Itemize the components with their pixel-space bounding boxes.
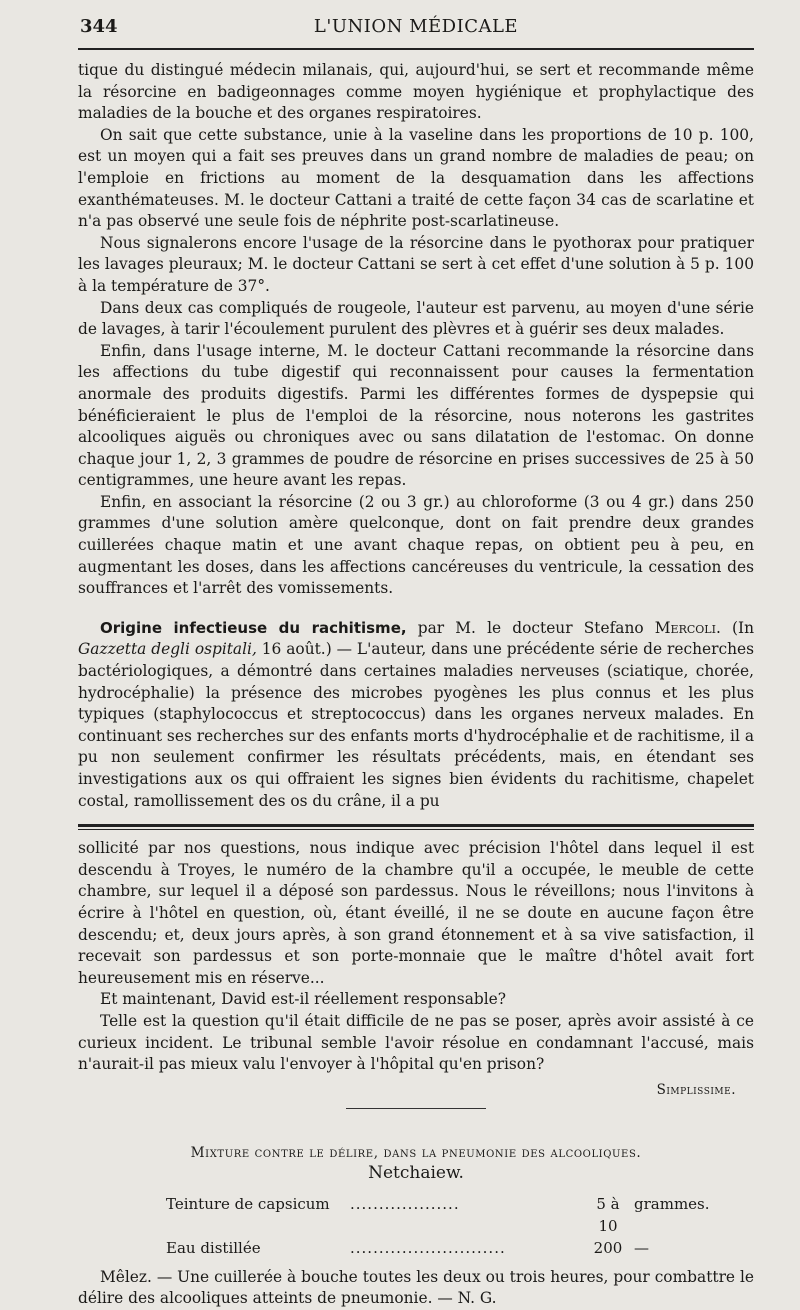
article-rachitisme	[78, 618, 754, 812]
paragraph: Dans deux cas compliqués de rougeole, l'auteur est parvenu, au moyen d'une série de lavages, à tarir l'écoulement purulent des plèvres et à guérir ses deux malades.	[78, 298, 754, 339]
ingredient-row	[166, 1237, 754, 1259]
reference-open: . (In	[715, 618, 755, 637]
recipe-note: Mêlez. — Une cuillerée à bouche toutes les deux ou trois heures, pour combattre le délire des alcooliques atteints de pneumonie. — N. G.	[78, 1267, 754, 1308]
ingredient-row	[166, 1193, 754, 1237]
paragraph: Enfin, en associant la résorcine (2 ou 3 gr.) au chloroforme (3 ou 4 gr.) dans 250 grammes d'une solution amère quelconque, dont on fait prendre deux grandes cuillerées chaque matin et une avant chaque repas, on obtient peu à peu, en augmentant les doses, dans les affections cancéreuses du ventricule, la cessation des souffrances et l'arrêt des vomissements.	[78, 492, 754, 598]
paragraph: Et maintenant, David est-il réellement responsable?	[100, 990, 507, 1009]
reference-date: 16 août.)	[256, 640, 332, 659]
header-rule	[78, 48, 754, 50]
signature: Simplissime.	[656, 1081, 736, 1098]
paragraph: On sait que cette substance, unie à la vaseline dans les proportions de 10 p. 100, est un moyen qui a fait ses preuves dans un grand nombre de maladies de peau; on l'emploie en frictions au moment de la desquamation dans les affections exanthémateuses. M. le docteur Cattani a traité de cette façon 34 cas de scarlatine et n'a pas observé une seule fois de néphrite post-scarlatineuse.	[78, 125, 754, 231]
article-resorcine	[78, 60, 754, 600]
recipe	[166, 1193, 754, 1259]
feuilleton-separator	[78, 824, 754, 830]
ingredient-name: Eau distillée	[166, 1238, 261, 1257]
article-body: — L'auteur, dans une précédente série de recherches bactériologiques, a démontré dans certaines maladies nerveuses (sciatique, chorée, hydrocéphalie) la présence des microbes pyogènes les plus connus et les plus typiques (staphylococcus et streptococcus) dans les organes nerveux malades. En continuant ses recherches sur des enfants morts d'hydrocéphalie et de rachitisme, il a pu non seulement confirmer les résultats précédents, mais, en étendant ses investigations aux os qui offraient les signes bien évidents du rachitisme, chapelet costal, ramollissement des os du crâne, il a pu	[78, 640, 754, 810]
article-title: Origine infectieuse du rachitisme,	[100, 618, 407, 637]
paragraph	[78, 618, 754, 812]
ingredient-unit: grammes.	[634, 1194, 710, 1213]
journal-name: Gazzetta degli ospitali,	[78, 640, 257, 659]
ingredient-quantity: 200	[593, 1238, 623, 1257]
paragraph: tique du distingué médecin milanais, qui, aujourd'hui, se sert et recommande même la résorcine en badigeonnages comme moyen hygiénique et prophylactique des maladies de la bouche et des organes respiratoires.	[78, 61, 754, 123]
section-rule	[346, 1108, 486, 1109]
paragraph: Nous signalerons encore l'usage de la résorcine dans le pyothorax pour pratiquer les lavages pleuraux; M. le docteur Cattani se sert à cet effet d'une solution à 5 p. 100 à la température de 37°.	[78, 233, 754, 295]
byline: par M. le docteur Stefano	[406, 618, 655, 637]
leader-dots: ...................	[350, 1194, 460, 1213]
ingredient-quantity: 5 à 10	[596, 1194, 620, 1235]
page-number: 344	[80, 16, 118, 37]
feuilleton	[78, 838, 754, 1076]
formula-title: Mixture contre le délire, dans la pneumonie des alcooliques.	[190, 1144, 642, 1161]
leader-dots: ...........................	[350, 1238, 506, 1257]
author-name: Mercoli	[654, 618, 716, 637]
paragraph: sollicité par nos questions, nous indique avec précision l'hôtel dans lequel il est descendu à Troyes, le numéro de la chambre qu'il a occupée, le meuble de cette chambre, sur lequel il a déposé son pardessus. Nous le réveillons; nous l'invitons à écrire à l'hôtel en question, où, étant éveillé, il ne se doute en aucune façon être descendu; et, deux jours après, à son grand étonnement et à sa vive satisfaction, il recevait son pardessus et son porte-monnaie que le maître d'hôtel avait fort heureusement mis en réserve...	[78, 839, 754, 987]
paragraph: Telle est la question qu'il était difficile de ne pas se poser, après avoir assisté à ce curieux incident. Le tribunal semble l'avoir résolue en condamnant l'accusé, mais n'aurait-il pas mieux valu l'envoyer à l'hôpital qu'en prison?	[78, 1011, 754, 1074]
running-title: L'UNION MÉDICALE	[313, 16, 519, 37]
page-header	[78, 14, 754, 44]
ingredient-unit: —	[634, 1238, 649, 1257]
paragraph: Enfin, dans l'usage interne, M. le docteur Cattani recommande la résorcine dans les affections du tube digestif qui reconnaissent pour causes la fermentation anormale des produits digestifs. Parmi les différentes formes de dyspepsie qui bénéficieraient le plus de l'emploi de la résorcine, nous noterons les gastrites alcooliques aiguës ou chroniques avec ou sans dilatation de l'estomac. On donne chaque jour 1, 2, 3 grammes de poudre de résorcine en prises successives de 25 à 50 centigrammes, une heure avant les repas.	[78, 341, 754, 490]
formula-author: Netchaiew.	[368, 1162, 464, 1183]
ingredient-name: Teinture de capsicum	[166, 1194, 330, 1213]
